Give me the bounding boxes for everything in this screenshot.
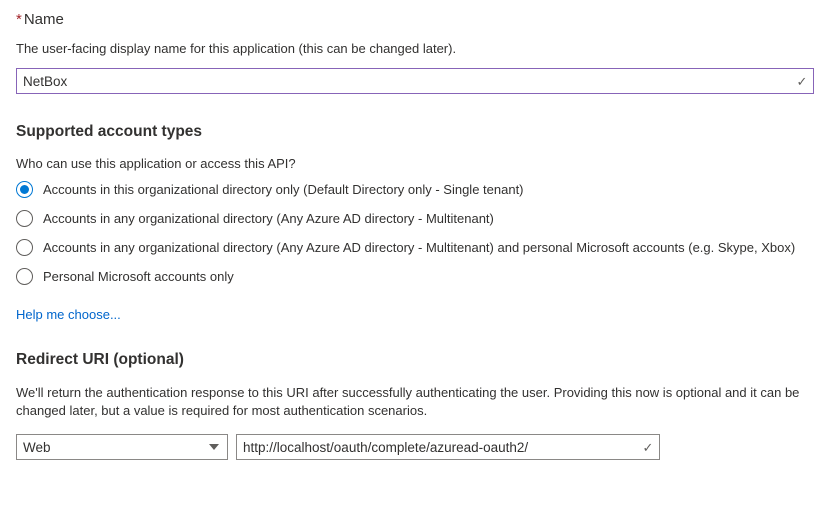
name-field-label <box>16 10 813 30</box>
name-input[interactable] <box>17 70 791 92</box>
radio-button-icon[interactable] <box>16 268 33 285</box>
help-me-choose-link[interactable]: Help me choose... <box>16 307 121 322</box>
radio-option-personal-only[interactable] <box>16 268 813 285</box>
platform-select-value: Web <box>23 439 51 455</box>
account-types-question: Who can use this application or access this API? <box>16 156 296 171</box>
radio-option-label: Accounts in this organizational directory only (Default Directory only - Single tenant) <box>43 182 524 197</box>
required-indicator: * <box>16 11 22 28</box>
radio-option-multitenant[interactable] <box>16 210 813 227</box>
redirect-uri-title: Redirect URI (optional) <box>16 351 184 368</box>
redirect-uri-input[interactable] <box>237 436 637 458</box>
radio-button-icon[interactable] <box>16 239 33 256</box>
redirect-uri-row <box>16 434 813 460</box>
radio-option-label: Personal Microsoft accounts only <box>43 269 234 284</box>
redirect-uri-description: We'll return the authentication response to this URI after successfully authenticating the user. Providing this now is optional and it can be changed later, but a value is required for most authentication scenarios. <box>16 385 800 418</box>
radio-option-single-tenant[interactable] <box>16 181 813 198</box>
radio-option-label: Accounts in any organizational directory (Any Azure AD directory - Multitenant) and personal Microsoft accounts (e.g. Skype, Xbox) <box>43 240 796 255</box>
chevron-down-icon <box>209 444 219 450</box>
platform-select[interactable] <box>16 434 228 460</box>
radio-button-icon[interactable] <box>16 210 33 227</box>
radio-option-multitenant-personal[interactable] <box>16 239 813 256</box>
name-input-wrapper[interactable] <box>16 68 814 94</box>
checkmark-icon: ✓ <box>642 439 654 455</box>
name-label-text: Name <box>23 11 64 28</box>
radio-option-label: Accounts in any organizational directory (Any Azure AD directory - Multitenant) <box>43 211 494 226</box>
radio-button-icon[interactable] <box>16 181 33 198</box>
supported-account-types-title: Supported account types <box>16 123 203 140</box>
name-description: The user-facing display name for this application (this can be changed later). <box>16 41 457 56</box>
checkmark-icon: ✓ <box>796 73 808 89</box>
redirect-uri-input-wrapper[interactable] <box>236 434 660 460</box>
